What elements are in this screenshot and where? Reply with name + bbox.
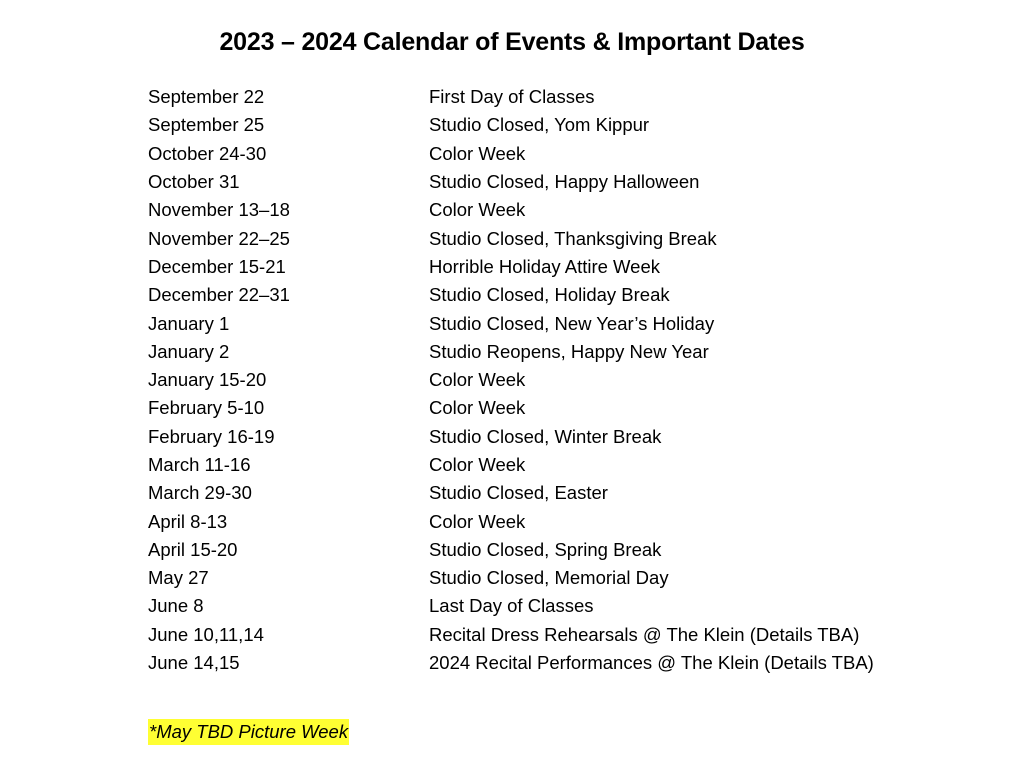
event-date: June 10,11,14 bbox=[148, 623, 264, 645]
event-date: February 16-19 bbox=[148, 425, 275, 447]
list-item bbox=[148, 83, 948, 111]
event-date: January 2 bbox=[148, 340, 230, 362]
list-item bbox=[148, 394, 948, 422]
event-date: April 8-13 bbox=[148, 510, 228, 532]
event-date: September 22 bbox=[148, 86, 265, 108]
list-item bbox=[148, 451, 948, 479]
events-list bbox=[148, 83, 948, 677]
list-item bbox=[148, 366, 948, 394]
event-date: March 29-30 bbox=[148, 482, 252, 504]
event-date: June 14,15 bbox=[148, 652, 240, 674]
event-description: Studio Closed, Winter Break bbox=[429, 425, 662, 447]
page-title: 2023 – 2024 Calendar of Events & Important Dates bbox=[219, 28, 805, 56]
event-description: 2024 Recital Performances @ The Klein (Details TBA) bbox=[429, 652, 874, 674]
list-item bbox=[148, 111, 948, 139]
event-description: Color Week bbox=[429, 369, 526, 391]
event-description: Studio Closed, Holiday Break bbox=[429, 284, 670, 306]
event-description: Color Week bbox=[429, 454, 526, 475]
list-item bbox=[148, 621, 948, 649]
list-item bbox=[148, 338, 948, 366]
event-description: Studio Closed, Memorial Day bbox=[429, 567, 669, 589]
list-item bbox=[148, 224, 948, 252]
event-date: November 22–25 bbox=[148, 227, 290, 249]
list-item bbox=[148, 536, 948, 564]
event-date: March 11-16 bbox=[148, 454, 251, 475]
list-item bbox=[148, 253, 948, 281]
event-description: First Day of Classes bbox=[429, 86, 595, 108]
highlighted-note: *May TBD Picture Week bbox=[148, 719, 349, 745]
event-description: Last Day of Classes bbox=[429, 595, 594, 617]
event-description: Studio Reopens, Happy New Year bbox=[429, 340, 709, 362]
list-item bbox=[148, 479, 948, 507]
event-description: Studio Closed, Happy Halloween bbox=[429, 171, 700, 193]
list-item bbox=[148, 281, 948, 309]
list-item bbox=[148, 309, 948, 337]
event-description: Horrible Holiday Attire Week bbox=[429, 255, 660, 277]
event-description: Studio Closed, New Year’s Holiday bbox=[429, 312, 715, 334]
event-description: Recital Dress Rehearsals @ The Klein (Details TBA) bbox=[429, 623, 860, 645]
event-date: April 15-20 bbox=[148, 538, 238, 560]
event-description: Studio Closed, Easter bbox=[429, 482, 608, 504]
event-description: Studio Closed, Yom Kippur bbox=[429, 114, 650, 136]
list-item bbox=[148, 168, 948, 196]
event-date: September 25 bbox=[148, 114, 265, 136]
event-date: May 27 bbox=[148, 567, 209, 589]
list-item bbox=[148, 507, 948, 535]
event-date: December 22–31 bbox=[148, 284, 290, 306]
list-item bbox=[148, 649, 948, 677]
event-date: June 8 bbox=[148, 595, 204, 617]
event-date: December 15-21 bbox=[148, 255, 286, 277]
event-description: Color Week bbox=[429, 142, 526, 164]
list-item bbox=[148, 423, 948, 451]
event-date: October 31 bbox=[148, 171, 240, 193]
list-item bbox=[148, 592, 948, 620]
event-date: January 1 bbox=[148, 312, 230, 334]
event-date: February 5-10 bbox=[148, 397, 265, 419]
list-item bbox=[148, 196, 948, 224]
list-item bbox=[148, 564, 948, 592]
list-item bbox=[148, 140, 948, 168]
event-date: October 24-30 bbox=[148, 142, 267, 164]
event-description: Studio Closed, Spring Break bbox=[429, 538, 662, 560]
event-description: Color Week bbox=[429, 397, 526, 419]
event-description: Color Week bbox=[429, 510, 526, 532]
event-date: January 15-20 bbox=[148, 369, 267, 391]
event-date: November 13–18 bbox=[148, 199, 290, 221]
event-description: Studio Closed, Thanksgiving Break bbox=[429, 227, 717, 249]
event-description: Color Week bbox=[429, 199, 526, 221]
